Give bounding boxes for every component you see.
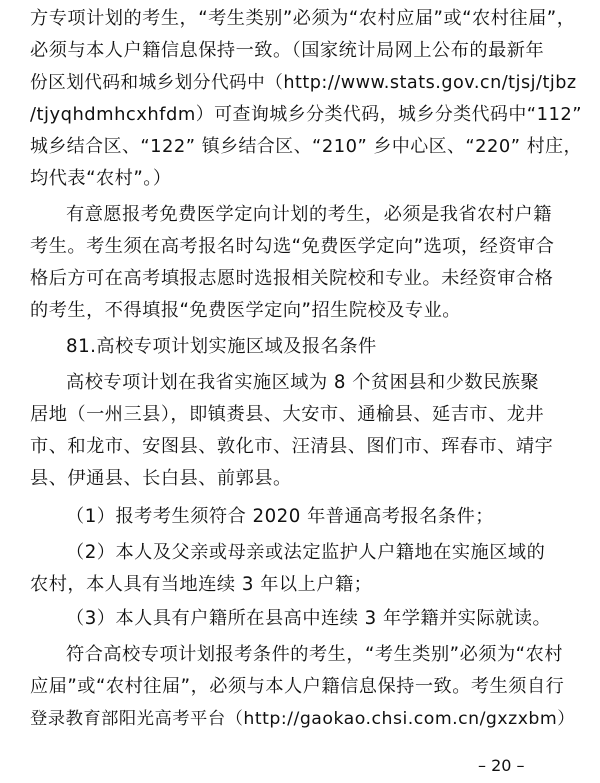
paragraph-first-line: 高校专项计划在我省实施区域为 8 个贫困县和少数民族聚 [66,372,540,393]
text-line: /tjyqhdmhcxhfdm）可查询城乡分类代码，城乡分类代码中“112” [30,104,582,125]
paragraph-first-line: 符合高校专项计划报考条件的考生，“考生类别”必须为“农村 [66,644,563,665]
text-line: 市、和龙市、安图县、敦化市、汪清县、图们市、珲春市、靖宇 [30,436,554,457]
text-line: 农村，本人具有当地连续 3 年以上户籍； [30,574,373,595]
text-line: 必须与本人户籍信息保持一致。（国家统计局网上公布的最新年 [30,40,545,61]
section-heading: 81.高校专项计划实施区域及报名条件 [66,336,377,357]
text-line: 居地（一州三县），即镇赉县、大安市、通榆县、延吉市、龙井 [30,404,545,425]
text-line: 考生。考生须在高考报名时勾选“免费医学定向”选项，经资审合 [30,236,555,257]
text-line: 县、伊通县、长白县、前郭县。 [30,468,292,489]
text-line: 登录教育部阳光高考平台（http://gaokao.chsi.com.cn/gxzxbm） [30,709,576,729]
text-line: 城乡结合区、“122” 镇乡结合区、“210” 乡中心区、“220” 村庄， [30,136,582,157]
condition-1: （1）报考考生须符合 2020 年普通高考报名条件； [66,506,494,527]
paragraph-first-line: 有意愿报考免费医学定向计划的考生，必须是我省农村户籍 [66,204,552,225]
condition-3: （3）本人具有户籍所在县高中连续 3 年学籍并实际就读。 [66,608,552,629]
text-line: 格后方可在高考填报志愿时选报相关院校和专业。未经资审合格 [30,268,554,289]
text-line: 均代表“农村”。） [30,168,172,189]
text-line: 应届”或“农村往届”，必须与本人户籍信息保持一致。考生须自行 [30,676,565,697]
text-line: 的考生，不得填报“免费医学定向”招生院校及专业。 [30,300,461,321]
page-number: – 20 – [478,756,525,775]
condition-2: （2）本人及父亲或母亲或法定监护人户籍地在实施区域的 [66,542,546,563]
text-line: 份区划代码和城乡划分代码中（http://www.stats.gov.cn/tjsj/tjbz [30,73,577,93]
text-line: 方专项计划的考生，“考生类别”必须为“农村应届”或“农村往届”， [30,8,576,29]
